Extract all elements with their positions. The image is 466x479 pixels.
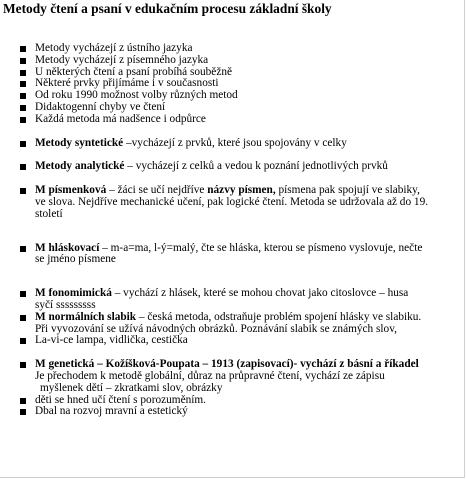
square-bullet-icon — [20, 70, 26, 76]
square-bullet-icon — [20, 315, 26, 321]
list-item-letter-method: M písmenková – žáci se učí nejdříve názvy písmen, písmena pak spojují ve slabiky, ve slova. Nejdříve mechanické učení, pak logické čtení. Metoda se udržovala až do 19. století — [0, 185, 464, 220]
square-bullet-icon — [20, 58, 26, 64]
square-bullet-icon — [20, 246, 26, 252]
list-item-phonomimic-method: M fonomimická – vychází z hlásek, které se mohou chovat jako citoslovce – husa syčí sssssssss — [0, 288, 464, 312]
square-bullet-icon — [20, 117, 26, 123]
square-bullet-icon — [20, 46, 26, 52]
page-title: Metody čtení a psaní v edukačním procesu základní školy — [3, 1, 332, 16]
square-bullet-icon — [20, 81, 26, 87]
list-item-spelling-method: M hláskovací – m-a=ma, l-ý=malý, čte se hláska, kterou se písmeno vyslovuje, nečte se jméno písmene — [0, 243, 464, 267]
square-bullet-icon — [20, 362, 26, 368]
list-item: La-vi-ce lampa, vidlička, cestička — [0, 335, 464, 347]
list-item: Metody vycházejí z ústního jazyka — [0, 43, 464, 55]
list-item: Dbal na rozvoj mravní a estetický — [0, 406, 464, 418]
list-item-genetic-method: M genetická – Kožíšková-Poupata – 1913 (zapisovací)- vychází z básní a říkadel Je přechodem k metodě globální, důraz na průpravné čtení, vychází ze zápisu myšlenek dětí – zkratkami slov, obrázky — [0, 359, 464, 394]
square-bullet-icon — [20, 409, 26, 415]
square-bullet-icon — [20, 141, 26, 147]
list-item: U některých čtení a psaní probíhá souběžně — [0, 67, 464, 79]
list-item: děti se hned učí čtení s porozuměním. — [0, 395, 464, 407]
bullet-list — [0, 43, 464, 418]
list-item: Metody vycházejí z písemného jazyka — [0, 55, 464, 67]
list-item: Některé prvky přijímáme i v současnosti — [0, 78, 464, 90]
square-bullet-icon — [20, 188, 26, 194]
square-bullet-icon — [20, 93, 26, 99]
square-bullet-icon — [20, 291, 26, 297]
square-bullet-icon — [20, 398, 26, 404]
square-bullet-icon — [20, 105, 26, 111]
list-item: Didaktogenní chyby ve čtení — [0, 102, 464, 114]
list-item: Od roku 1990 možnost volby různých metod — [0, 90, 464, 102]
square-bullet-icon — [20, 338, 26, 344]
list-item-analytic: Metody analytické – vycházejí z celků a vedou k poznání jednotlivých prvků — [0, 161, 464, 173]
square-bullet-icon — [20, 164, 26, 170]
list-item: Každá metoda má nadšence i odpůrce — [0, 114, 464, 126]
list-item-normal-syllables: M normálních slabik – česká metoda, odstraňuje problém spojení hlásky ve slabiku. Při vyvozování se užívá návodných obrázků. Poznávání slabik se známých slov, — [0, 312, 464, 336]
list-item-synthetic: Metody syntetické –vycházejí z prvků, které jsou spojovány v celky — [0, 138, 464, 150]
